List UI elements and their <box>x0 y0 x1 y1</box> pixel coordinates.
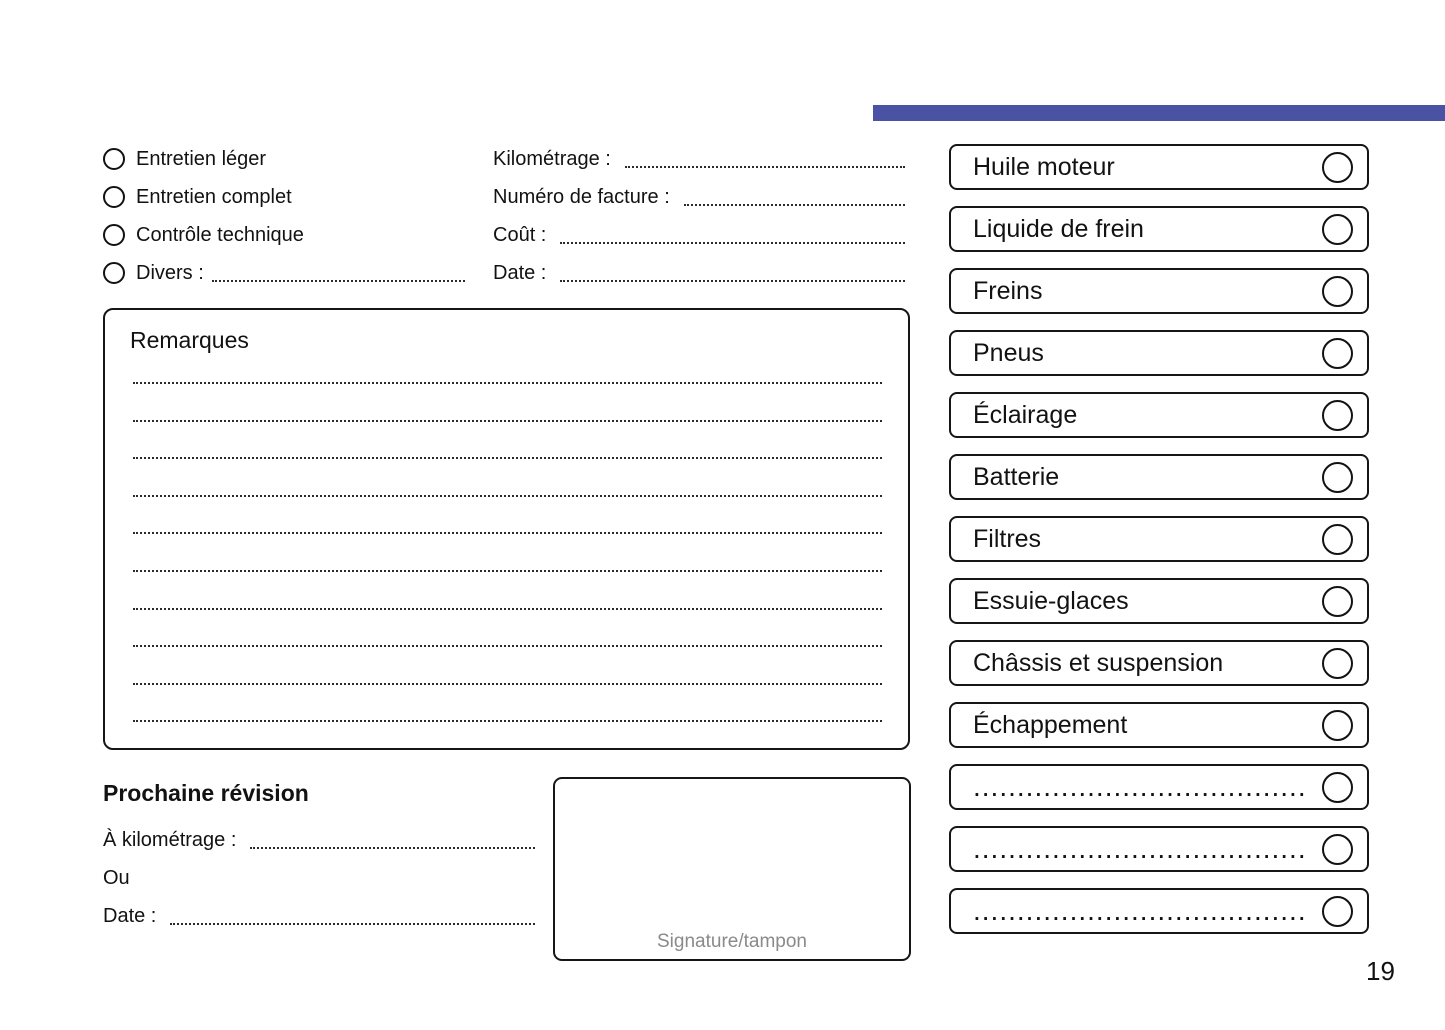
checkbox-circle-icon[interactable] <box>1322 648 1353 679</box>
next-service-field-row <box>103 859 535 897</box>
checkbox-circle-icon[interactable] <box>1322 896 1353 927</box>
radio-circle-icon[interactable] <box>103 148 125 170</box>
signature-box[interactable] <box>553 777 911 961</box>
write-in-line[interactable] <box>560 265 905 282</box>
remarks-write-line[interactable] <box>133 532 882 534</box>
next-service-field-row <box>103 897 535 935</box>
checklist-item-label: Châssis et suspension <box>973 648 1224 677</box>
info-field-row <box>493 216 905 254</box>
service-option-label: Divers : <box>136 261 204 284</box>
remarks-write-line[interactable] <box>133 570 882 572</box>
checklist-item-label: Éclairage <box>973 400 1078 429</box>
remarks-write-line[interactable] <box>133 608 882 610</box>
checkbox-circle-icon[interactable] <box>1322 338 1353 369</box>
write-in-line[interactable] <box>684 189 905 206</box>
checkbox-circle-icon[interactable] <box>1322 710 1353 741</box>
write-in-line[interactable] <box>170 908 535 925</box>
service-info-fields <box>493 140 905 292</box>
service-option-row <box>103 254 465 292</box>
next-service-field-label: À kilométrage : <box>103 828 237 851</box>
checkbox-circle-icon[interactable] <box>1322 214 1353 245</box>
checklist-item[interactable] <box>949 268 1369 314</box>
checklist-item-blank[interactable] <box>949 764 1369 810</box>
info-field-row <box>493 254 905 292</box>
checklist-item[interactable] <box>949 330 1369 376</box>
next-service-field-label: Date : <box>103 904 157 927</box>
checklist-item-label: Liquide de frein <box>973 214 1144 243</box>
info-field-label: Coût : <box>493 223 547 246</box>
checklist-item[interactable] <box>949 206 1369 252</box>
checklist-blank-line: ...................................... <box>973 771 1307 802</box>
service-option-row <box>103 216 465 254</box>
next-service-field-label: Ou <box>103 866 130 889</box>
service-type-options <box>103 140 465 292</box>
checklist-item[interactable] <box>949 516 1369 562</box>
write-in-line[interactable] <box>560 227 905 244</box>
checklist-item-label: Huile moteur <box>973 152 1115 181</box>
info-field-label: Kilométrage : <box>493 147 611 170</box>
write-in-line[interactable] <box>250 832 535 849</box>
page-number: 19 <box>1366 956 1395 986</box>
service-option-row <box>103 178 465 216</box>
checklist-item[interactable] <box>949 702 1369 748</box>
info-field-label: Numéro de facture : <box>493 185 670 208</box>
checklist-item[interactable] <box>949 454 1369 500</box>
checkbox-circle-icon[interactable] <box>1322 524 1353 555</box>
checklist-blank-line: ...................................... <box>973 833 1307 864</box>
signature-label: Signature/tampon <box>657 931 807 952</box>
checklist-item[interactable] <box>949 144 1369 190</box>
inspection-checklist <box>949 144 1369 950</box>
service-option-label: Contrôle technique <box>136 223 304 246</box>
checkbox-circle-icon[interactable] <box>1322 772 1353 803</box>
service-option-row <box>103 140 465 178</box>
checklist-blank-line: ...................................... <box>973 895 1307 926</box>
next-service-field-row <box>103 821 535 859</box>
remarks-write-line[interactable] <box>133 645 882 647</box>
checkbox-circle-icon[interactable] <box>1322 586 1353 617</box>
remarks-write-line[interactable] <box>133 420 882 422</box>
checklist-item-label: Pneus <box>973 338 1044 367</box>
checklist-item-blank[interactable] <box>949 888 1369 934</box>
checklist-item-label: Freins <box>973 276 1043 305</box>
checklist-item-label: Essuie-glaces <box>973 586 1129 615</box>
service-option-label: Entretien léger <box>136 147 267 170</box>
checklist-item[interactable] <box>949 392 1369 438</box>
radio-circle-icon[interactable] <box>103 186 125 208</box>
checkbox-circle-icon[interactable] <box>1322 152 1353 183</box>
info-field-row <box>493 140 905 178</box>
next-service-section <box>103 777 535 935</box>
remarks-title: Remarques <box>130 327 249 353</box>
remarks-write-line[interactable] <box>133 495 882 497</box>
info-field-row <box>493 178 905 216</box>
checkbox-circle-icon[interactable] <box>1322 400 1353 431</box>
checkbox-circle-icon[interactable] <box>1322 462 1353 493</box>
write-in-line[interactable] <box>625 151 905 168</box>
checklist-item-blank[interactable] <box>949 826 1369 872</box>
checklist-item-label: Batterie <box>973 462 1060 491</box>
remarks-write-line[interactable] <box>133 683 882 685</box>
radio-circle-icon[interactable] <box>103 262 125 284</box>
radio-circle-icon[interactable] <box>103 224 125 246</box>
checkbox-circle-icon[interactable] <box>1322 834 1353 865</box>
remarks-write-line[interactable] <box>133 382 882 384</box>
checklist-item[interactable] <box>949 640 1369 686</box>
accent-bar <box>873 105 1445 121</box>
checklist-item[interactable] <box>949 578 1369 624</box>
checklist-item-label: Échappement <box>973 710 1128 739</box>
remarks-write-line[interactable] <box>133 720 882 722</box>
service-option-label: Entretien complet <box>136 185 292 208</box>
info-field-label: Date : <box>493 261 547 284</box>
checkbox-circle-icon[interactable] <box>1322 276 1353 307</box>
remarks-write-line[interactable] <box>133 457 882 459</box>
checklist-item-label: Filtres <box>973 524 1042 553</box>
write-in-line[interactable] <box>212 265 465 282</box>
remarks-box <box>103 308 910 750</box>
next-service-title: Prochaine révision <box>103 779 309 806</box>
